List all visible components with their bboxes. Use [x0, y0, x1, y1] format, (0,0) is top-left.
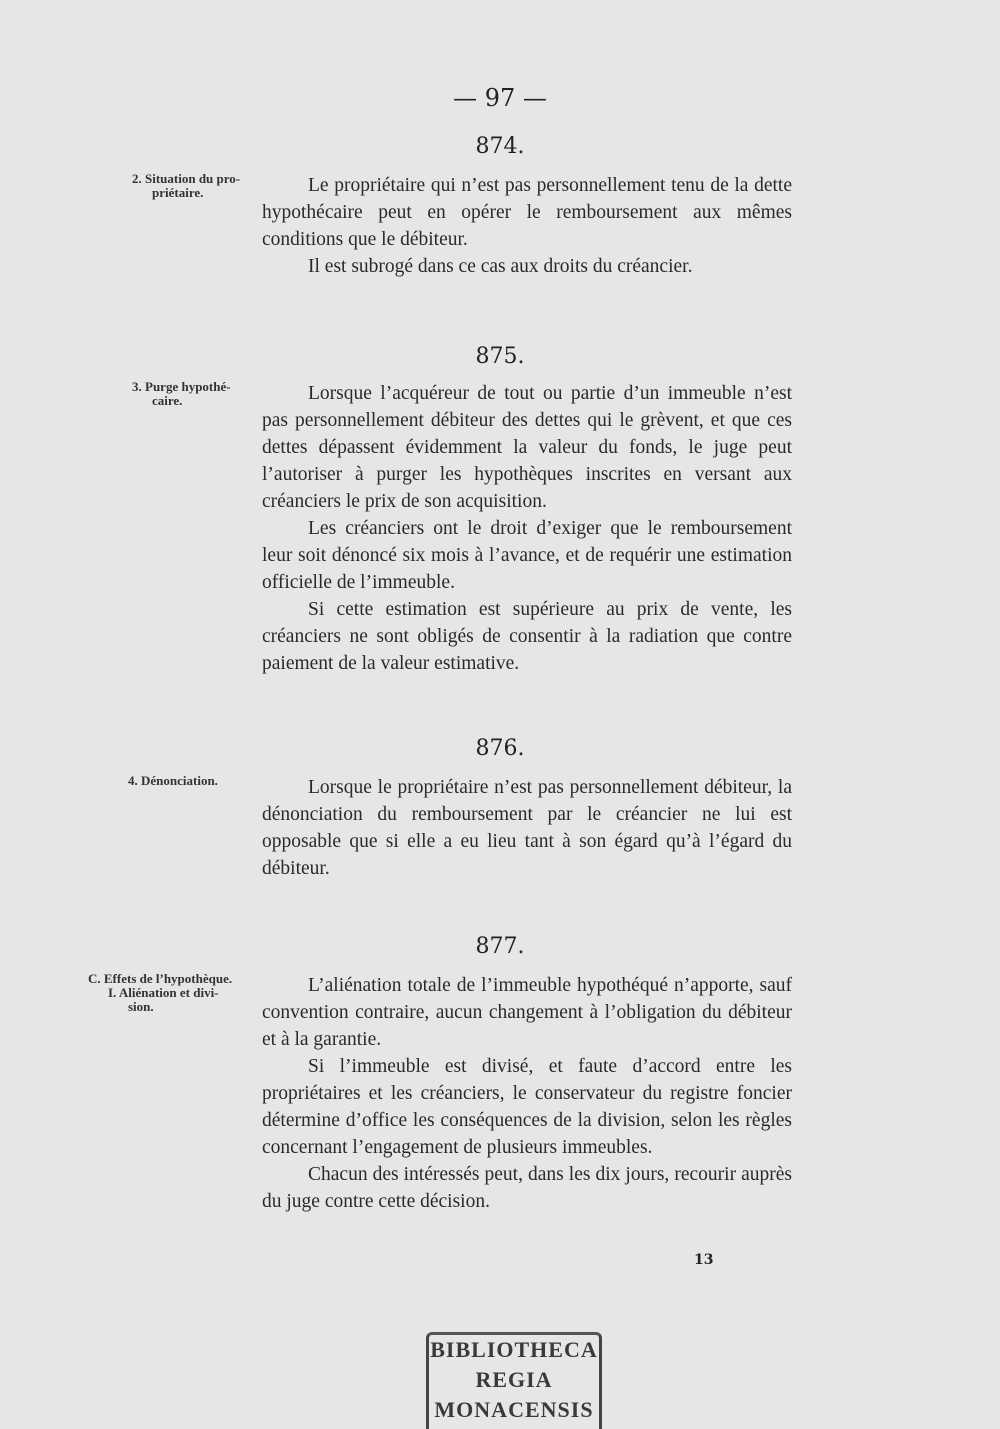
stamp-line: MONACENSIS: [434, 1397, 594, 1422]
margin-note-875: [132, 380, 231, 408]
paragraph: Lorsque l’acquéreur de tout ou partie d’un immeuble n’est pas personnellement débiteur des dettes qui le grèvent, et que ces dettes dépassent évidemment la valeur du fonds, le juge peut l’autoriser à purger les hypothèques inscrites en versant aux créanciers le prix de son acquisition.: [262, 383, 792, 512]
margin-note-line: sion.: [128, 999, 154, 1014]
margin-note-line: 4. Dénonciation.: [128, 773, 218, 788]
margin-note-874: [132, 172, 240, 200]
paragraph: L’aliénation totale de l’immeuble hypothéqué n’apporte, sauf convention contraire, aucun changement à l’obligation du débiteur et à la garantie.: [262, 975, 792, 1050]
paragraph: Si l’immeuble est divisé, et faute d’accord entre les propriétaires et les créanciers, le conservateur du registre foncier détermine d’office les conséquences de la division, selon les règles concernant l’engagement de plusieurs immeubles.: [262, 1056, 792, 1158]
signature-mark: 13: [694, 1252, 714, 1268]
margin-note-line: I. Aliénation et divi-: [108, 985, 219, 1000]
margin-note-876: [128, 774, 218, 788]
article-text-874: [262, 172, 792, 280]
page-number: — 97 —: [453, 84, 547, 112]
margin-note-line: 3. Purge hypothé-: [132, 379, 231, 394]
paragraph: Si cette estimation est supérieure au prix de vente, les créanciers ne sont obligés de consentir à la radiation que contre paiement de la valeur estimative.: [262, 599, 792, 674]
margin-note-line: C. Effets de l’hypothèque.: [88, 971, 233, 986]
margin-note-line: caire.: [152, 393, 183, 408]
paragraph: Chacun des intéressés peut, dans les dix jours, recourir auprès du juge contre cette décision.: [262, 1164, 792, 1212]
paragraph: Le propriétaire qui n’est pas personnellement tenu de la dette hypothécaire peut en opérer le remboursement aux mêmes conditions que le débiteur.: [262, 175, 792, 250]
stamp-line: BIBLIOTHECA: [430, 1337, 598, 1362]
article-text-875: [262, 380, 792, 677]
article-number-875: 875.: [475, 344, 525, 369]
margin-note-line: priétaire.: [152, 185, 204, 200]
article-number-877: 877.: [475, 934, 525, 959]
paragraph: Lorsque le propriétaire n’est pas personnellement débiteur, la dénonciation du remboursement par le créancier ne lui est opposable que si elle a eu lieu tant à son égard qu’à l’égard du débiteur.: [262, 777, 792, 879]
article-number-874: 874.: [475, 134, 525, 159]
paragraph: Les créanciers ont le droit d’exiger que le remboursement leur soit dénoncé six mois à l’avance, et de requérir une estimation officielle de l’immeuble.: [262, 518, 792, 593]
library-stamp: [426, 1332, 602, 1429]
paragraph: Il est subrogé dans ce cas aux droits du créancier.: [308, 256, 693, 277]
margin-note-877: [88, 972, 232, 1014]
article-text-876: [262, 774, 792, 882]
article-number-876: 876.: [475, 736, 525, 761]
margin-note-line: 2. Situation du pro-: [132, 171, 241, 186]
article-text-877: [262, 972, 792, 1215]
stamp-line: REGIA: [475, 1367, 553, 1392]
